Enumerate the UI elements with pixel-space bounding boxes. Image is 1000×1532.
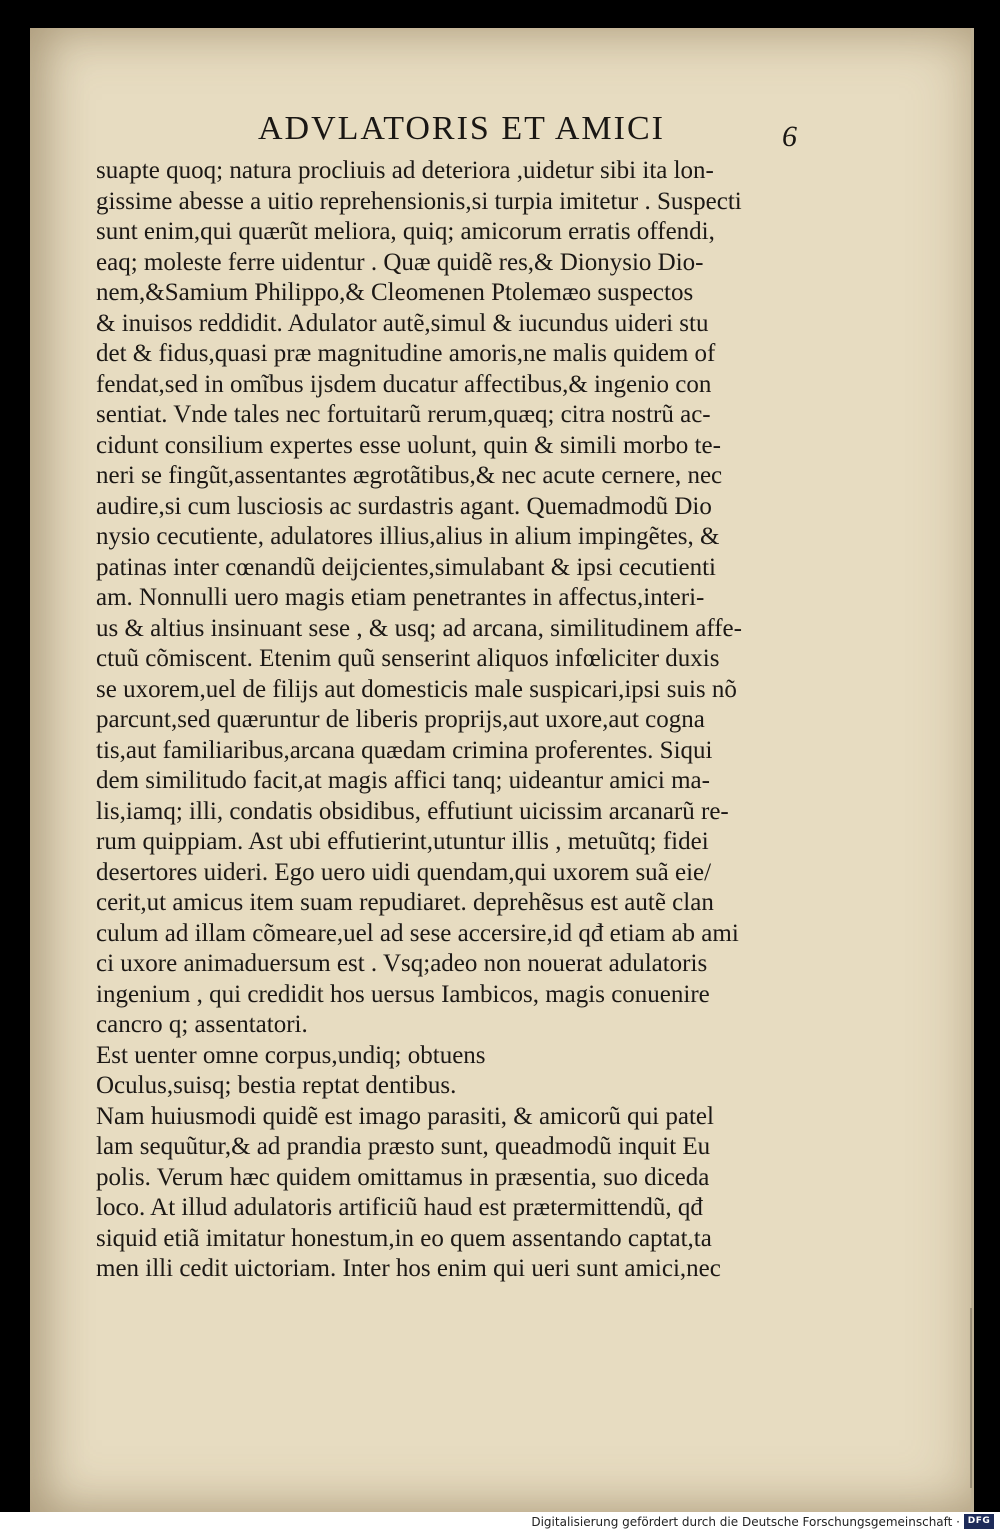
text-line: sunt enim,qui quærũt meliora, quiq; amicorum erratis offendi, — [96, 218, 715, 245]
text-line: audire,si cum lusciosis ac surdastris agant. Quemadmodũ Dio — [96, 492, 712, 520]
text-line: cidunt consilium expertes esse uolunt, quin & simili morbo te- — [96, 431, 721, 459]
text-line: rum quippiam. Ast ubi effutierint,utuntur illis , metuũtq; fidei — [96, 828, 709, 855]
verse-line: Oculus,suisq; bestia reptat dentibus. — [96, 1072, 457, 1099]
text-line: ingenium , qui credidit hos uersus Iambicos, magis conuenire — [96, 980, 710, 1008]
body-text — [96, 156, 826, 1285]
text-line: ctuũ cõmiscent. Etenim quũ senserint aliquos infœliciter duxis — [96, 645, 720, 672]
text-line: culum ad illam cõmeare,uel ad sese accersire,id qđ etiam ab ami — [96, 919, 739, 947]
funding-credit: Digitalisierung gefördert durch die Deutsche Forschungsgemeinschaft · — [531, 1515, 960, 1529]
text-line: am. Nonnulli uero magis etiam penetrantes in affectus,interi- — [96, 584, 705, 611]
text-line: eaq; moleste ferre uidentur . Quæ quidẽ res,& Dionysio Dio- — [96, 248, 704, 276]
text-line: loco. At illud adulatoris artificiũ haud est prætermittendũ, qđ — [96, 1194, 703, 1221]
text-line: neri se fingũt,assentantes ægrotãtibus,& nec acute cernere, nec — [96, 462, 723, 489]
text-line: cancro q; assentatori. — [96, 1011, 308, 1038]
folio-number: 6 — [782, 120, 797, 153]
text-line: patinas inter cœnandũ deijcientes,simulabant & ipsi cecutienti — [96, 553, 716, 581]
text-line: & inuisos reddidit. Adulator autẽ,simul & iucundus uideri stu — [96, 309, 709, 337]
text-line: siquid etiã imitatur honestum,in eo quem assentando captat,ta — [96, 1224, 712, 1252]
text-line: desertores uideri. Ego uero uidi quendam,qui uxorem suã eie/ — [96, 858, 712, 886]
page-edge-mark — [970, 1308, 972, 1488]
text-line: dem similitudo facit,at magis affici tanq; uideantur amici ma- — [96, 767, 710, 794]
text-line: men illi cedit uictoriam. Inter hos enim qui ueri sunt amici,nec — [96, 1255, 721, 1282]
text-line: nysio cecutiente, adulatores illius,alius in alium impingẽtes, & — [96, 523, 720, 550]
text-line: suapte quoq; natura procliuis ad deteriora ,uidetur sibi ita lon- — [96, 157, 714, 184]
running-head: ADVLATORIS ET AMICI — [258, 110, 665, 147]
text-line: nem,&Samium Philippo,& Cleomenen Ptolemæo suspectos — [96, 279, 694, 306]
text-line: cerit,ut amicus item suam repudiaret. deprehẽsus est autẽ clan — [96, 889, 714, 916]
text-line: ci uxore animaduersum est . Vsq;adeo non nouerat adulatoris — [96, 950, 708, 977]
dfg-logo-icon: DFG — [964, 1514, 994, 1529]
text-line: polis. Verum hæc quidem omittamus in præsentia, suo diceda — [96, 1163, 710, 1191]
text-line: sentiat. Vnde tales nec fortuitarũ rerum,quæq; citra nostrũ ac- — [96, 401, 711, 428]
text-line: tis,aut familiaribus,arcana quædam crimina proferentes. Siqui — [96, 736, 713, 764]
text-line: lis,iamq; illi, condatis obsidibus, effutiunt uicissim arcanarũ re- — [96, 797, 729, 825]
text-line: us & altius insinuant sese , & usq; ad arcana, similitudinem affe- — [96, 614, 742, 642]
book-page — [30, 28, 974, 1512]
text-line: fendat,sed in omĩbus ijsdem ducatur affectibus,& ingenio con — [96, 370, 712, 398]
text-line: lam sequũtur,& ad prandia præsto sunt, queadmodũ inquit Eu — [96, 1133, 711, 1160]
text-line: parcunt,sed quæruntur de liberis proprijs,aut uxore,aut cogna — [96, 706, 705, 733]
text-line: Nam huiusmodi quidẽ est imago parasiti, & amicorũ qui patel — [96, 1102, 714, 1130]
text-line: det & fidus,quasi præ magnitudine amoris,ne malis quidem of — [96, 340, 716, 367]
text-line: se uxorem,uel de filijs aut domesticis male suspicari,ipsi suis nõ — [96, 675, 737, 703]
verse-line: Est uenter omne corpus,undiq; obtuens — [96, 1041, 486, 1069]
text-line: gissime abesse a uitio reprehensionis,si turpia imitetur . Suspecti — [96, 187, 742, 215]
